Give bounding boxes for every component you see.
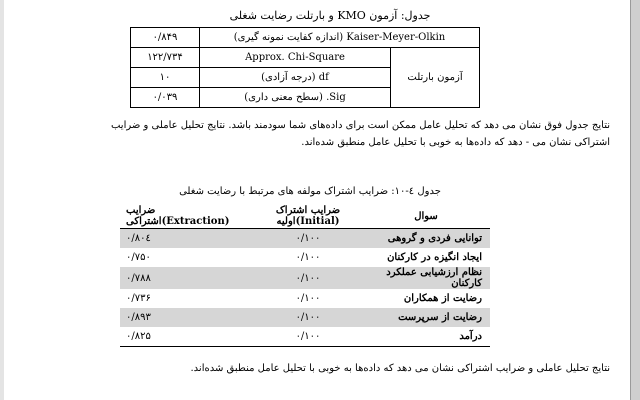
communalities-table (120, 204, 490, 347)
paragraph-2: نتایج تحلیل عاملی و ضرایب اشتراکی نشان می دهد که داده‌ها به خوبی با تحلیل عامل منطبق شده‌اند. (190, 363, 610, 374)
df-label: df (درجه آزادی) (200, 68, 391, 88)
extraction-cell: ۰/۷۵۰ (126, 252, 151, 263)
bartlett-label: آزمون بارتلت (391, 48, 480, 108)
table-row (120, 229, 490, 249)
table-row (131, 48, 480, 68)
df-value: ۱۰ (131, 68, 200, 88)
extraction-cell: ۰/۸۲۵ (120, 327, 247, 347)
initial-cell: ۰/۱۰۰ (247, 327, 369, 347)
vertical-scrollbar[interactable] (630, 0, 640, 400)
table-row (120, 308, 490, 327)
table-row (120, 327, 490, 347)
initial-cell: ۰/۱۰۰ (295, 293, 321, 304)
variable-cell: نظام ارزشیابی عملکرد کارکنان (369, 267, 490, 289)
extraction-cell: ۰/۷۳۶ (126, 293, 151, 304)
extraction-cell: ۰/۸۰٤ (120, 229, 247, 249)
extraction-cell: ۰/۸۹۳ (120, 308, 247, 327)
initial-cell: ۰/۱۰۰ (247, 267, 369, 289)
initial-cell: ۰/۱۰۰ (247, 308, 369, 327)
paragraph-1: نتایج جدول فوق نشان می دهد که تحلیل عامل ممکن است برای داده‌های شما سودمند باشد. نتایج تحلیل عاملی و ضرایب اشتراکی نشان می - دهد که داده‌ها به خوبی با تحلیل عامل منطبق شده‌اند. (110, 120, 610, 148)
chi-square-label: Approx. Chi-Square (200, 48, 391, 68)
initial-cell: ۰/۱۰۰ (295, 252, 321, 263)
window-left-edge (0, 0, 4, 400)
kmo-value: ۰/۸۴۹ (131, 28, 200, 48)
table-row (120, 289, 490, 308)
header-initial: ضرایب اشتراک اولیه(Initial) (247, 204, 369, 229)
table-row (120, 267, 490, 289)
table1-caption: جدول: آزمون KMO و بارتلت رضایت شغلی (229, 9, 431, 22)
table-row (131, 28, 480, 48)
variable-cell: درآمد (369, 327, 490, 347)
variable-cell: رضایت از سرپرست (369, 308, 490, 327)
variable-cell: رضایت از همکاران (403, 293, 482, 304)
kmo-label: Kaiser-Meyer-Olkin (اندازه کفایت نمونه گیری) (200, 28, 480, 48)
table-header-row (120, 204, 490, 229)
extraction-cell: ۰/۷۸۸ (120, 267, 247, 289)
sig-value: ۰/۰۳۹ (131, 88, 200, 108)
header-variable: سوال (369, 204, 490, 229)
initial-cell: ۰/۱۰۰ (247, 229, 369, 249)
table-row (120, 248, 490, 267)
variable-cell: توانایی فردی و گروهی (369, 229, 490, 249)
table2-caption: جدول ٤-١٠: ضرایب اشتراک مولفه های مرتبط با رضایت شغلی (179, 186, 441, 197)
sig-label: Sig. (سطح معنی داری) (200, 88, 391, 108)
variable-cell: ایجاد انگیزه در کارکنان (387, 252, 482, 263)
chi-square-value: ۱۲۲/۷۳۴ (131, 48, 200, 68)
header-extraction: ضرایب اشتراکی(Extraction) (120, 204, 247, 229)
kmo-bartlett-table (130, 27, 480, 108)
